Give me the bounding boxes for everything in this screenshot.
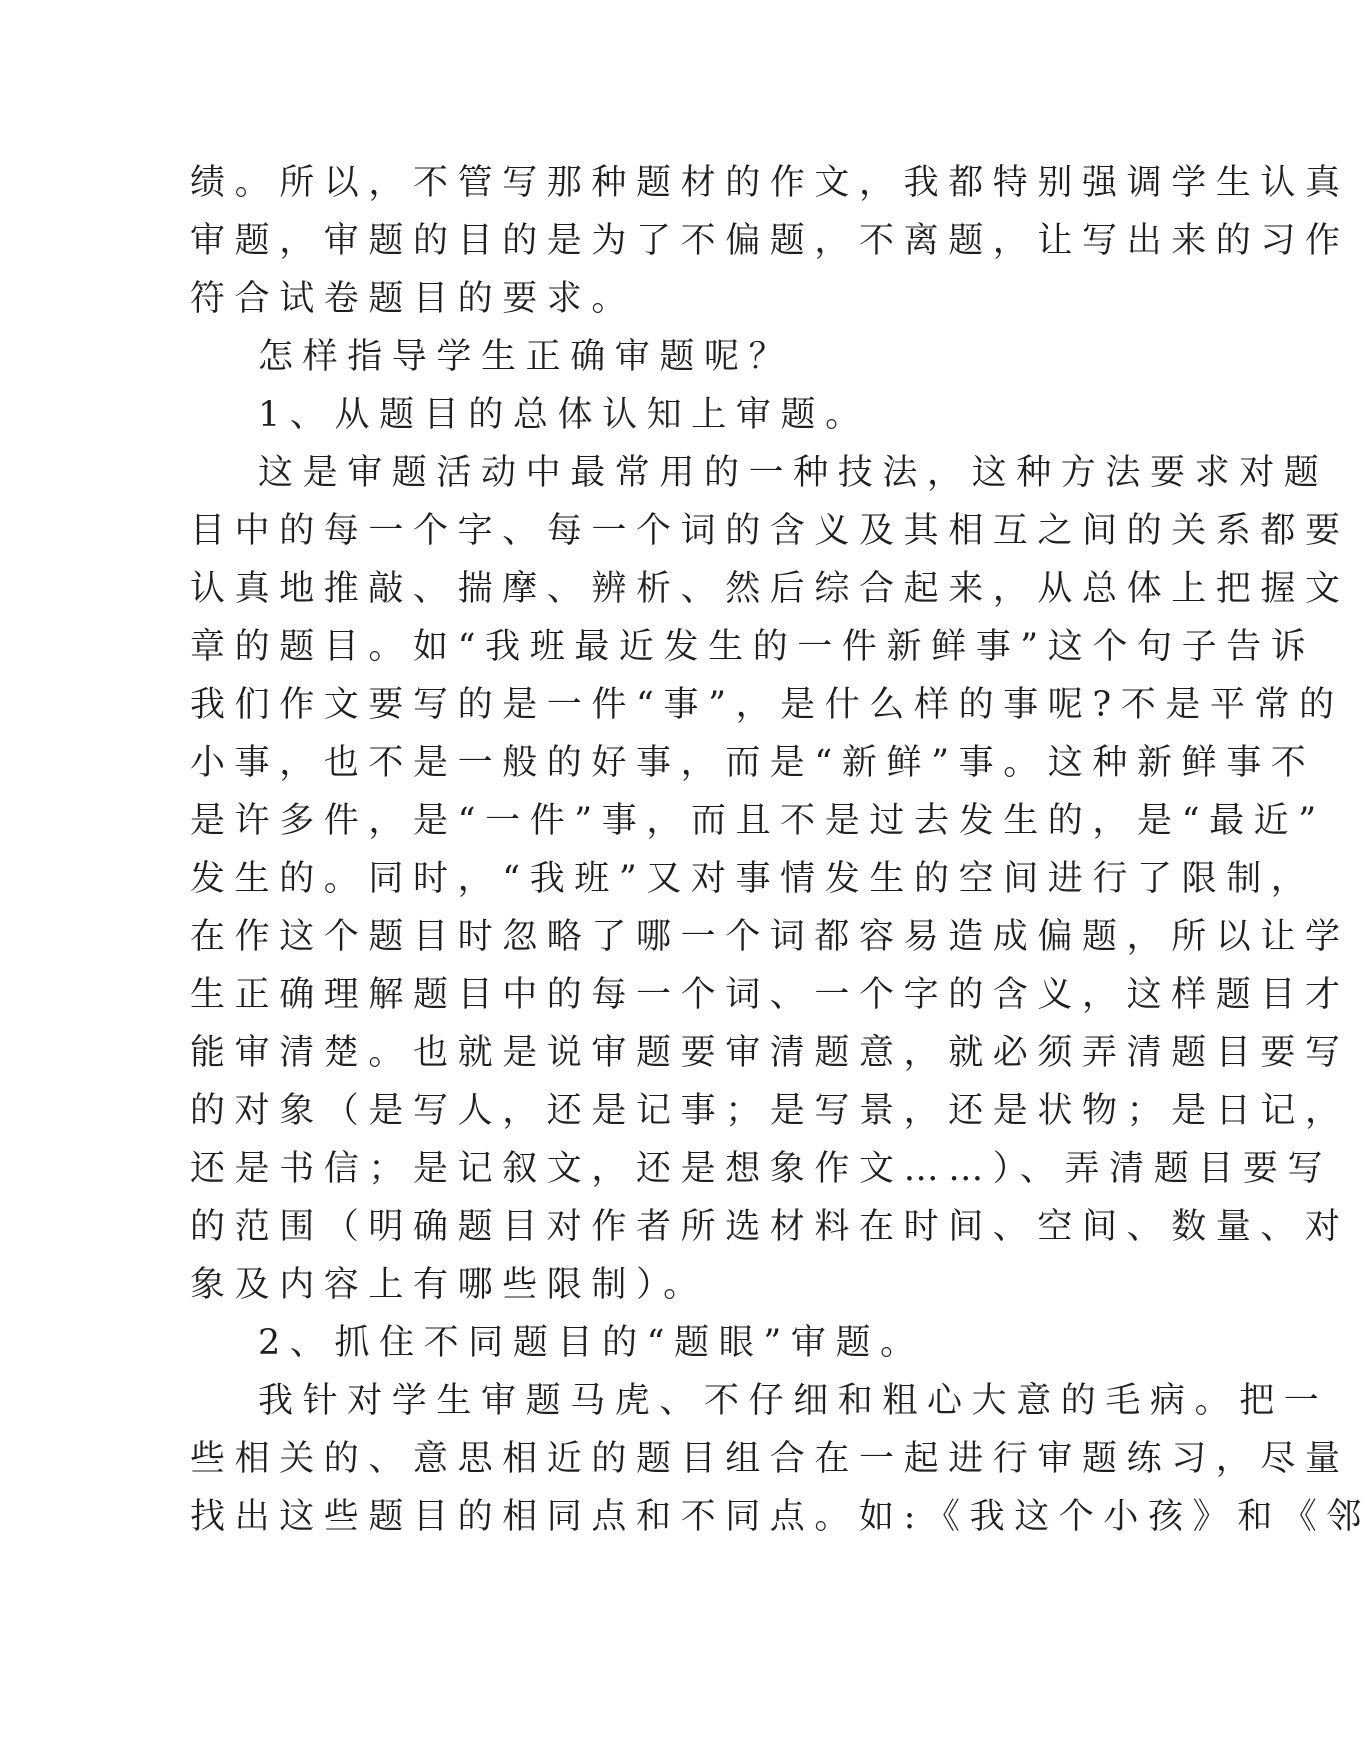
- text-line: 生正确理解题目中的每一个词、一个字的含义，这样题目才: [190, 975, 1350, 1015]
- text-line: 发生的。同时，“我班”又对事情发生的空间进行了限制，: [190, 859, 1316, 899]
- text-line: 绩。所以，不管写那种题材的作文，我都特别强调学生认真: [190, 163, 1350, 203]
- text-line: 找出这些题目的相同点和不同点。如:《我这个小孩》和《邻: [190, 1497, 1371, 1537]
- text-line: 审题，审题的目的是为了不偏题，不离题，让写出来的习作: [190, 221, 1350, 261]
- text-line: 小事，也不是一般的好事，而是“新鲜”事。这种新鲜事不: [190, 743, 1316, 783]
- text-line: 符合试卷题目的要求。: [190, 279, 637, 319]
- text-line: 是许多件，是“一件”事，而且不是过去发生的，是“最近”: [190, 801, 1326, 841]
- text-line: 在作这个题目时忽略了哪一个词都容易造成偏题，所以让学: [190, 917, 1350, 957]
- text-line: 些相关的、意思相近的题目组合在一起进行审题练习，尽量: [190, 1439, 1350, 1479]
- text-line: 认真地推敲、揣摩、辨析、然后综合起来，从总体上把握文: [190, 569, 1350, 609]
- text-line: 能审清楚。也就是说审题要审清题意，就必须弄清题目要写: [190, 1033, 1350, 1073]
- section-heading: 2、抓住不同题目的“题眼”审题。: [258, 1323, 925, 1363]
- text-line: 的对象（是写人，还是记事；是写景，还是状物；是日记，: [190, 1091, 1350, 1131]
- text-line: 的范围（明确题目对作者所选材料在时间、空间、数量、对: [190, 1207, 1350, 1247]
- text-line: 章的题目。如“我班最近发生的一件新鲜事”这个句子告诉: [190, 627, 1316, 667]
- section-heading: 1、从题目的总体认知上审题。: [258, 395, 870, 435]
- text-line: 我们作文要写的是一件“事”，是什么样的事呢?不是平常的: [190, 685, 1344, 725]
- text-line: 象及内容上有哪些限制）。: [190, 1265, 708, 1305]
- text-line: 还是书信；是记叙文，还是想象作文……）、弄清题目要写: [190, 1149, 1333, 1189]
- text-line: 我针对学生审题马虎、不仔细和粗心大意的毛病。把一: [258, 1381, 1329, 1421]
- text-line: 怎样指导学生正确审题呢？: [258, 337, 794, 377]
- text-line: 这是审题活动中最常用的一种技法，这种方法要求对题: [258, 453, 1329, 493]
- text-line: 目中的每一个字、每一个词的含义及其相互之间的关系都要: [190, 511, 1350, 551]
